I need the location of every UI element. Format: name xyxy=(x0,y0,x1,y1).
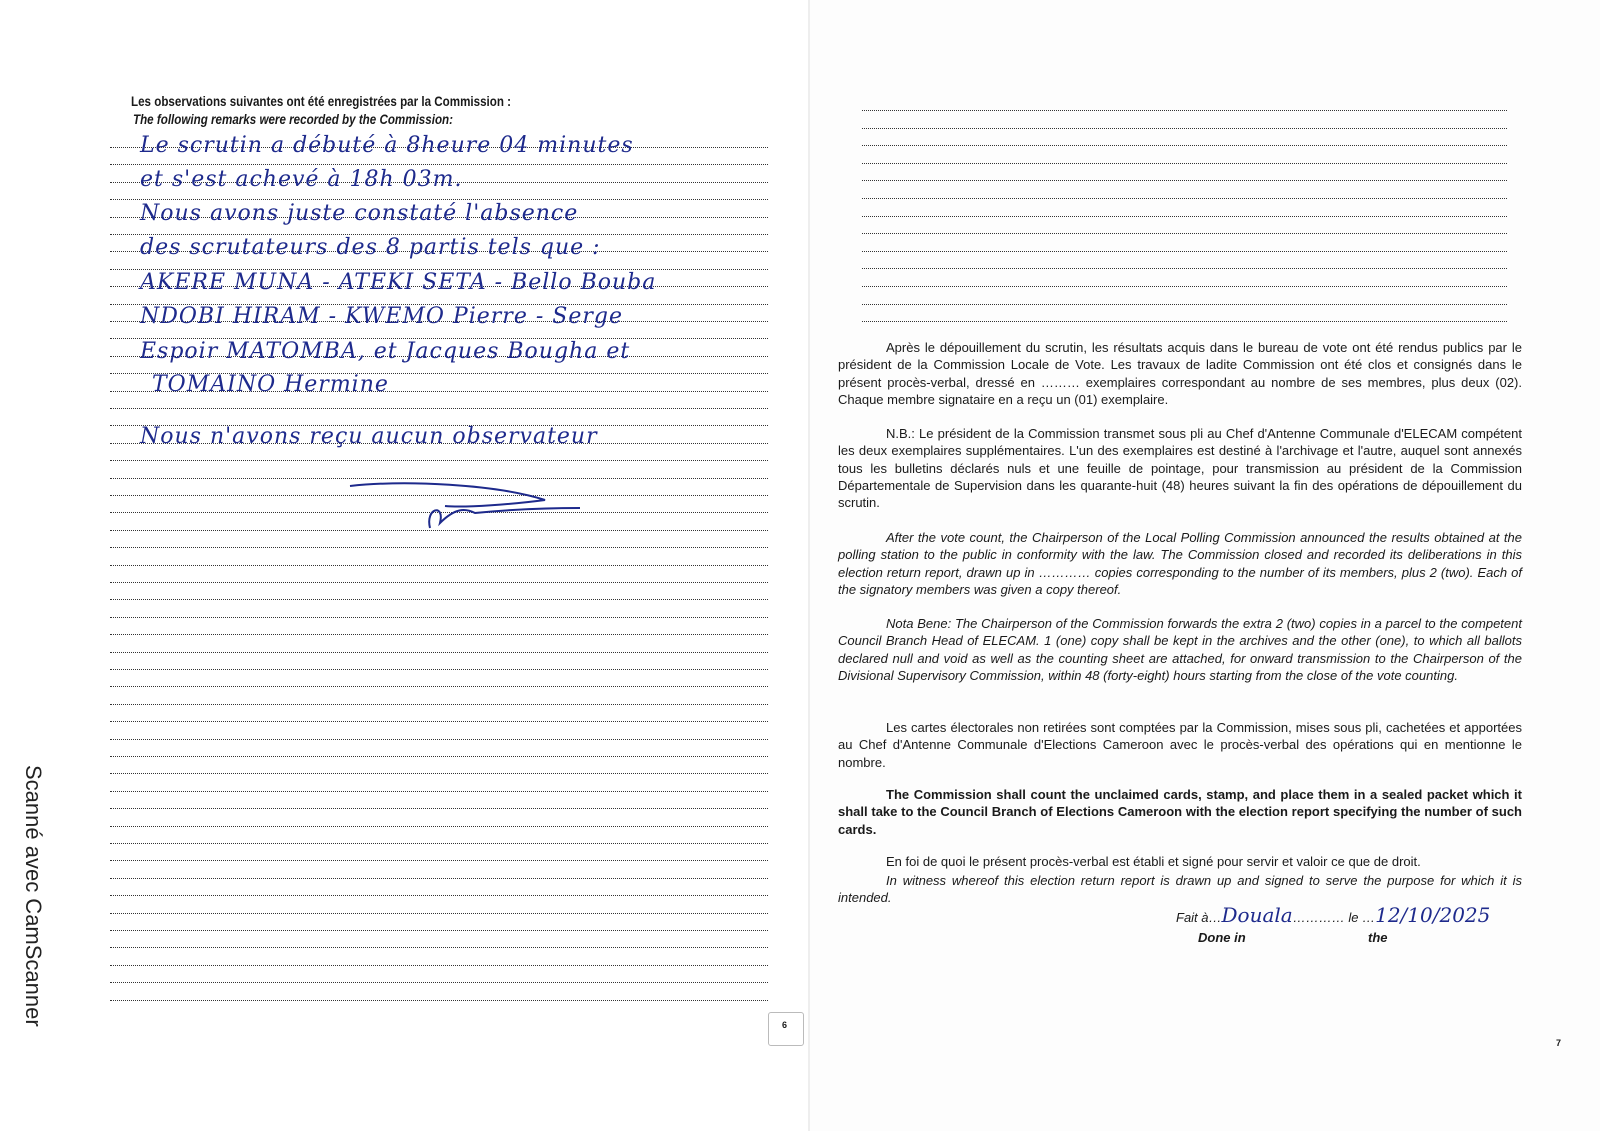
paragraph-en-nota-bene: Nota Bene: The Chairperson of the Commission forwards the extra 2 (two) copies in a parcel to the competent Council Branch Head of ELECAM. 1 (one) copy shall be kept in the archives and the other (one), to which all ballots declared null and void as well as the counting sheet are attached, for onward transmission to the Chairperson of the Divisional Supervisory Commission, within 48 (forty-eight) hours starting from the close of the vote counting. xyxy=(838,616,1522,683)
ruled-line xyxy=(110,982,768,983)
the-label: the xyxy=(1368,930,1388,945)
ruled-line xyxy=(110,843,768,844)
date-value: 12/10/2025 xyxy=(1375,903,1491,927)
ruled-line xyxy=(110,947,768,948)
ruled-line xyxy=(862,321,1507,322)
handwritten-line: Le scrutin a débuté à 8heure 04 minutes xyxy=(140,133,634,158)
done-in-label: Done in xyxy=(1198,930,1246,945)
paragraph-en-results: After the vote count, the Chairperson of the Local Polling Commission announced the results obtained at the polling station to the public in conformity with the law. The Commission closed and recorded its deliberations in this election return report, drawn up in ………… copies corresponding to the number of its members, plus 2 (two). Each of the signatory members was given a copy thereof. xyxy=(838,530,1522,597)
handwritten-line: Espoir MATOMBA, et Jacques Bougha et xyxy=(140,339,631,364)
place-date-line: Fait à…Douala………… le …12/10/2025 xyxy=(1176,903,1491,927)
ruled-line xyxy=(110,408,768,409)
ruled-line xyxy=(110,617,768,618)
ruled-line xyxy=(110,460,768,461)
ruled-line xyxy=(110,791,768,792)
ruled-line xyxy=(110,895,768,896)
ruled-line xyxy=(862,304,1507,305)
le-label: le xyxy=(1348,910,1359,925)
observations-heading-en: The following remarks were recorded by the Commission: xyxy=(133,112,454,127)
ruled-line xyxy=(110,704,768,705)
ruled-line xyxy=(862,233,1507,234)
ruled-line xyxy=(110,773,768,774)
paragraph-fr-results: Après le dépouillement du scrutin, les résultats acquis dans le bureau de vote ont été rendus publics par le président de la Commission Locale de Vote. Les travaux de ladite Commission ont été clos et consignés dans le présent procès-verbal, dressé en ……… exemplaires correspondant au nombre de ses membres, plus deux (02). Chaque membre signataire en a reçu un (01) exemplaire. xyxy=(838,340,1522,407)
page-number: 6 xyxy=(782,1020,788,1030)
observations-heading-fr: Les observations suivantes ont été enregistrées par la Commission : xyxy=(131,94,512,109)
ruled-line xyxy=(110,878,768,879)
paragraph-en-witness: In witness whereof this election return report is drawn up and signed to serve the purpose for which it is intended. xyxy=(838,873,1522,906)
ruled-line xyxy=(862,128,1507,129)
fait-label: Fait à xyxy=(1176,910,1209,925)
ruled-line xyxy=(110,164,768,165)
ruled-line xyxy=(110,686,768,687)
ruled-line xyxy=(110,652,768,653)
page-number: 7 xyxy=(1556,1038,1562,1048)
ruled-line xyxy=(110,1000,768,1001)
handwritten-line: des scrutateurs des 8 partis tels que : xyxy=(140,235,601,260)
ruled-line xyxy=(862,268,1507,269)
ruled-line xyxy=(110,930,768,931)
handwritten-line: AKERE MUNA - ATEKI SETA - Bello Bouba xyxy=(140,270,657,295)
ruled-line xyxy=(110,669,768,670)
ruled-line xyxy=(110,599,768,600)
handwritten-line: Nous avons juste constaté l'absence xyxy=(140,201,579,226)
ruled-line xyxy=(110,721,768,722)
place-value: Douala xyxy=(1221,903,1293,927)
handwritten-line: NDOBI HIRAM - KWEMO Pierre - Serge xyxy=(140,304,623,329)
ruled-line xyxy=(110,826,768,827)
ruled-line xyxy=(862,198,1507,199)
ruled-line xyxy=(110,547,768,548)
ruled-line xyxy=(110,860,768,861)
ruled-line xyxy=(862,110,1507,111)
paragraph-fr-witness: En foi de quoi le présent procès-verbal est établi et signé pour servir et valoir ce que de droit. xyxy=(886,854,1421,869)
paragraph-fr-nb: N.B.: Le président de la Commission transmet sous pli au Chef d'Antenne Communale d'ELECAM compétent les deux exemplaires supplémentaires. L'un des exemplaires est destiné à l'archivage et l'autre, auquel sont annexés tous les bulletins déclarés nuls et une feuille de pointage, pour transmission au président de la Commission Départementale de Supervision dans les quarante-huit (48) heures suivant la fin des opérations de dépouillement du scrutin. xyxy=(838,426,1522,511)
paragraph-fr-cards: Les cartes électorales non retirées sont comptées par la Commission, mises sous pli, cachetées et apportées au Chef d'Antenne Communale d'Elections Cameroon avec le procès-verbal des opérations qui en mentionne le nombre. xyxy=(838,720,1522,770)
ruled-line xyxy=(862,251,1507,252)
ruled-line xyxy=(110,634,768,635)
ruled-line xyxy=(110,582,768,583)
ruled-line xyxy=(110,739,768,740)
ruled-line xyxy=(110,756,768,757)
ruled-line xyxy=(110,565,768,566)
paragraph-en-cards: The Commission shall count the unclaimed cards, stamp, and place them in a sealed packet which it shall take to the Council Branch of Elections Cameroon with the election report specifying the number of such cards. xyxy=(838,787,1522,837)
handwritten-line: et s'est achevé à 18h 03m. xyxy=(140,167,463,192)
signature xyxy=(345,478,585,538)
ruled-line xyxy=(862,145,1507,146)
ruled-line xyxy=(862,163,1507,164)
ruled-line xyxy=(110,965,768,966)
ruled-line xyxy=(110,808,768,809)
camscanner-watermark: Scanné avec CamScanner xyxy=(21,765,46,1027)
handwritten-line: Nous n'avons reçu aucun observateur xyxy=(140,424,598,449)
ruled-line xyxy=(862,180,1507,181)
handwritten-line: TOMAINO Hermine xyxy=(152,372,389,397)
ruled-line xyxy=(110,913,768,914)
ruled-line xyxy=(862,286,1507,287)
ruled-line xyxy=(862,216,1507,217)
